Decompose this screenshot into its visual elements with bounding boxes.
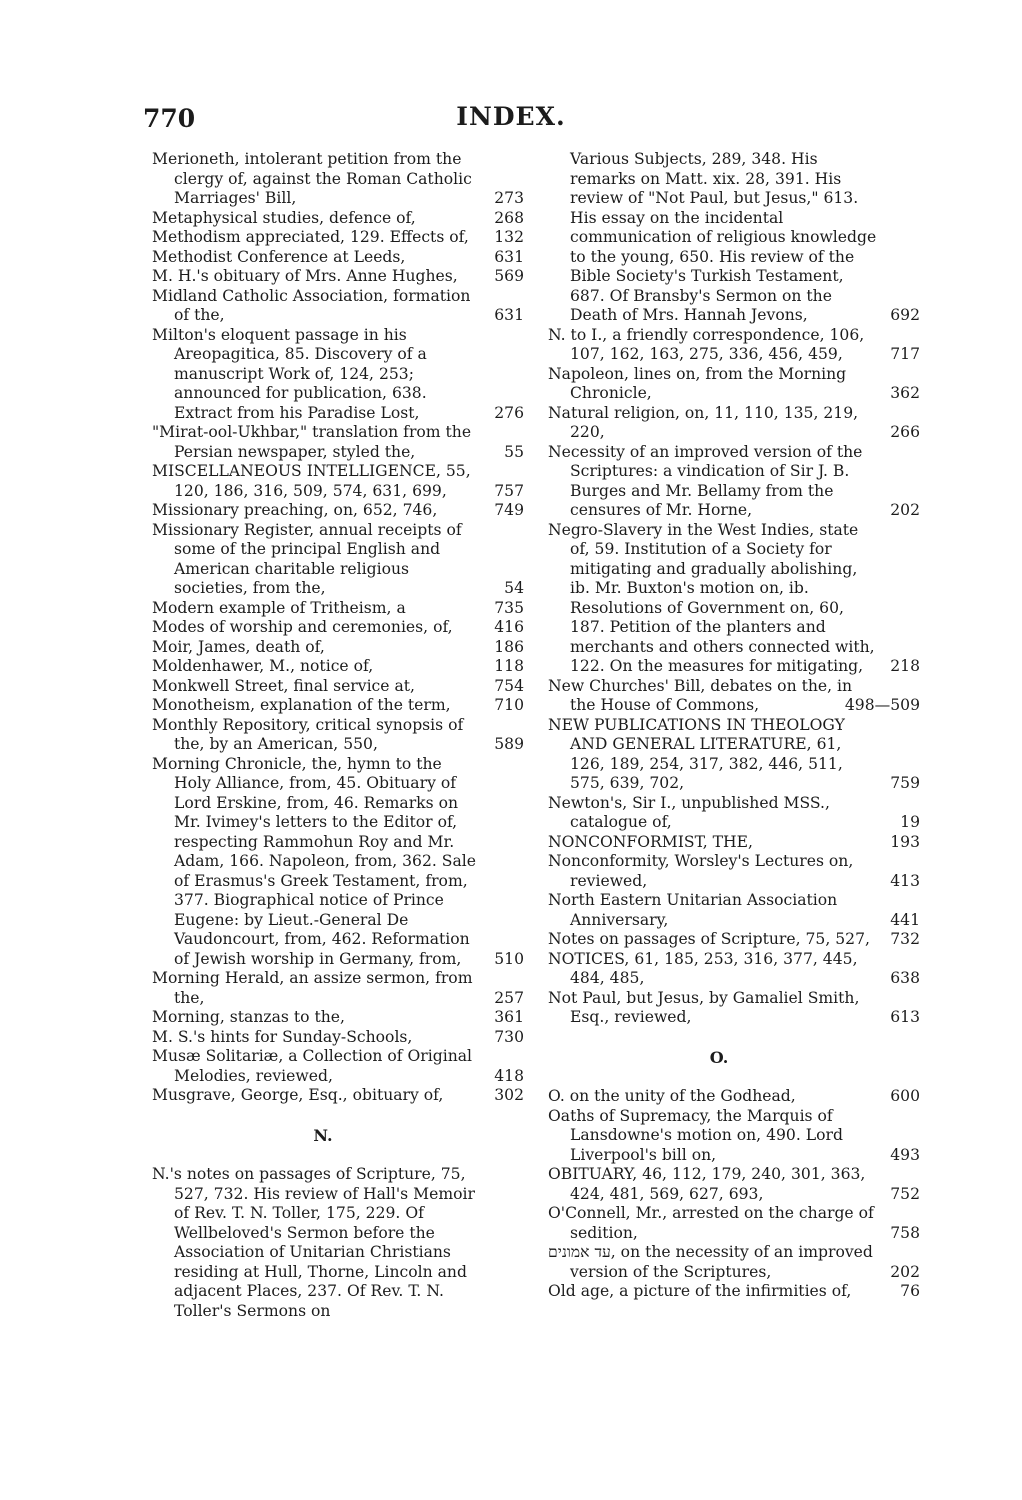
index-entry [152,618,524,638]
index-entry-text: Monthly Repository, critical synopsis of the, by an American, 550, [152,715,464,753]
index-page-ref: 202 [890,1262,920,1281]
index-page-ref: 76 [900,1282,920,1300]
index-entry-text: M. H.'s obituary of Mrs. Anne Hughes, [152,267,458,285]
index-page-ref: 717 [890,345,920,363]
index-entry [152,1047,524,1086]
index-page-ref: 416 [494,618,524,636]
index-page-ref: 600 [890,1087,920,1105]
index-entry [152,287,524,326]
index-entry [152,1008,524,1028]
index-entry [152,326,524,424]
index-entry-text: Modes of worship and ceremonies, of, [152,618,453,636]
index-entry-text: Morning, stanzas to the, [152,1008,345,1026]
index-entry [152,423,524,462]
index-entry [548,989,920,1028]
index-entry-text: Morning Herald, an assize sermon, from the, [152,969,473,1007]
index-entry-text: NONCONFORMIST, THE, [548,832,753,851]
index-entry [548,443,920,521]
index-entry [152,657,524,677]
index-entry [548,1107,920,1166]
index-page-ref: 361 [494,1008,524,1026]
index-entry [152,969,524,1008]
index-page-ref: 193 [890,832,920,851]
index-page-ref: 218 [890,657,920,675]
index-entry [548,326,920,365]
index-entry [152,209,524,229]
index-page-ref: 631 [494,306,524,324]
index-page-ref: 749 [494,501,524,519]
index-entry-text: NEW PUBLICATIONS IN THEOLOGY AND GENERAL LITERATURE, 61, 126, 189, 254, 317, 382, 446, 511, 575, 639, 702, [548,715,845,792]
index-entry [152,150,524,209]
index-page-ref: 752 [890,1184,920,1203]
left-column [152,150,524,1321]
index-page-ref: 413 [890,871,920,890]
index-page-ref: 710 [494,696,524,714]
page-number: 770 [143,104,196,133]
index-page-ref: 273 [494,189,524,207]
index-entry [152,501,524,521]
right-column [548,150,920,1302]
index-page-ref: 118 [494,657,524,675]
index-page-ref: 589 [494,735,524,753]
index-page-ref: 757 [494,481,524,500]
index-entry [152,248,524,268]
index-entry [548,794,920,833]
index-entry-text: Musæ Solitariæ, a Collection of Original Melodies, reviewed, [152,1047,473,1085]
index-page-ref: 55 [504,442,524,461]
index-entry [548,150,920,326]
index-entry-text: Musgrave, George, Esq., obituary of, [152,1086,444,1104]
index-entry-text: NOTICES, 61, 185, 253, 316, 377, 445, 484, 485, [548,949,858,987]
index-entry-text: Metaphysical studies, defence of, [152,208,416,227]
index-entry [152,1165,524,1321]
index-entry-text: O'Connell, Mr., arrested on the charge of sedition, [548,1204,874,1242]
section-heading: O. [709,1047,729,1067]
index-page-ref: 758 [890,1223,920,1242]
index-entry [152,462,524,501]
index-entry-text: Napoleon, lines on, from the Morning Chronicle, [548,364,847,402]
index-page-ref: 759 [890,774,920,792]
index-entry-text: Moldenhawer, M., notice of, [152,657,374,675]
index-entry [152,521,524,599]
index-entry-text: "Mirat-ool-Ukhbar," translation from the Persian newspaper, styled the, [152,423,472,461]
index-entry [548,1204,920,1243]
index-entry [548,1087,920,1107]
index-entry-text: Old age, a picture of the infirmities of, [548,1282,852,1300]
index-entry-text: MISCELLANEOUS INTELLIGENCE, 55, 120, 186, 316, 509, 574, 631, 699, [152,462,471,500]
index-page-ref: 266 [890,423,920,441]
index-page-ref: 418 [494,1066,524,1085]
index-page-ref: 631 [494,247,524,266]
index-page-ref: 498—509 [844,696,920,714]
index-page-ref: 613 [890,1008,920,1026]
index-entry-text: Methodist Conference at Leeds, [152,247,406,266]
index-page-ref: 268 [494,208,524,227]
index-entry [548,1243,920,1282]
index-page-ref: 302 [494,1086,524,1104]
index-page-ref: 132 [494,228,524,246]
index-page-ref: 276 [494,403,524,422]
index-entry-text: Morning Chronicle, the, hymn to the Holy Alliance, from, 45. Obituary of Lord Erskine, from, 46. Remarks on Mr. Ivimey's letters to the Editor of, respecting Rammohun Roy and Mr. Adam, 166. Napoleon, from, 362. Sale of Erasmus's Greek Testament, from, 377. Biographical notice of Prince Eugene: by Lieut.-General De Vaudoncourt, from, 462. Reformation of Jewish worship in Germany, from, [152,754,476,968]
index-entry-text: New Churches' Bill, debates on the, in the House of Commons, [548,676,853,714]
index-entry-text: N. to I., a friendly correspondence, 106, 107, 162, 163, 275, 336, 456, 459, [548,325,865,363]
index-entry-text: Newton's, Sir I., unpublished MSS., catalogue of, [548,793,830,831]
index-page-ref: 186 [494,637,524,656]
index-entry [548,716,920,794]
section-heading: N. [313,1125,333,1145]
index-entry [548,365,920,404]
running-head: INDEX. [456,102,566,131]
index-entry-text: Monotheism, explanation of the term, [152,696,451,714]
index-entry-text: North Eastern Unitarian Association Anniversary, [548,891,838,929]
index-entry-text: Missionary preaching, on, 652, 746, [152,501,438,519]
index-entry-text: Nonconformity, Worsley's Lectures on, reviewed, [548,852,854,890]
index-entry-text: Monkwell Street, final service at, [152,676,415,695]
index-entry-text: Midland Catholic Association, formation of the, [152,286,471,324]
index-entry-text: Oaths of Supremacy, the Marquis of Lansdowne's motion on, 490. Lord Liverpool's bill on, [548,1106,843,1164]
index-entry [548,891,920,930]
index-entry-text: OBITUARY, 46, 112, 179, 240, 301, 363, 424, 481, 569, 627, 693, [548,1165,866,1203]
index-entry [548,950,920,989]
index-page-ref: 692 [890,306,920,324]
index-entry [152,696,524,716]
index-entry [152,638,524,658]
index-entry-text: עד אמונים, on the necessity of an improved version of the Scriptures, [548,1243,873,1281]
index-page-ref: 19 [900,813,920,831]
index-entry-text: Negro-Slavery in the West Indies, state of, 59. Institution of a Society for mitigating and gradually abolishing, ib. Mr. Buxton's motion on, ib. Resolutions of Government on, 60, 187. Petition of the planters and merchants and others connected with, 122. On the measures for mitigating, [548,520,875,675]
index-entry [152,1028,524,1048]
index-entry-text: Milton's eloquent passage in his Areopagitica, 85. Discovery of a manuscript Work of, 124, 253; announced for publication, 638. Extract from his Paradise Lost, [152,325,427,422]
index-page-ref: 362 [890,384,920,402]
index-entry [548,930,920,950]
index-page-ref: 730 [494,1027,524,1046]
index-page-ref: 510 [494,949,524,968]
index-page-ref: 569 [494,267,524,285]
index-entry [548,404,920,443]
index-entry-text: Various Subjects, 289, 348. His remarks on Matt. xix. 28, 391. His review of "Not Paul, but Jesus," 613. His essay on the incidental communication of religious knowledge to the young, 650. His review of the Bible Society's Turkish Testament, 687. Of Bransby's Sermon on the Death of Mrs. Hannah Jevons, [570,150,877,324]
index-page-ref: 441 [890,910,920,929]
index-entry [152,1086,524,1106]
index-entry-text: Notes on passages of Scripture, 75, 527, [548,930,870,948]
index-page-ref: 493 [890,1145,920,1164]
index-entry-text: Methodism appreciated, 129. Effects of, [152,228,469,246]
index-entry-text: Moir, James, death of, [152,637,325,656]
index-page-ref: 54 [504,579,524,597]
index-entry [152,755,524,970]
index-entry-text: Missionary Register, annual receipts of some of the principal English and American charitable religious societies, from the, [152,520,462,597]
index-entry-text: Not Paul, but Jesus, by Gamaliel Smith, Esq., reviewed, [548,988,860,1026]
index-entry-text: N.'s notes on passages of Scripture, 75, 527, 732. His review of Hall's Memoir of Rev. T. N. Toller, 175, 229. Of Wellbeloved's Sermon before the Association of Unitarian Christians residing at Hull, Thorne, Lincoln and adjacent Places, 237. Of Rev. T. N. Toller's Sermons on [152,1165,475,1320]
index-entry [548,833,920,853]
index-entry [152,599,524,619]
index-entry [152,716,524,755]
index-page-ref: 257 [494,988,524,1007]
index-entry-text: M. S.'s hints for Sunday-Schools, [152,1027,413,1046]
index-page-ref: 202 [890,501,920,519]
index-entry [548,677,920,716]
index-page-ref: 732 [890,930,920,948]
index-entry [152,228,524,248]
index-entry-text: Merioneth, intolerant petition from the clergy of, against the Roman Catholic Marriages' Bill, [152,150,472,207]
index-entry-text: O. on the unity of the Godhead, [548,1087,796,1105]
index-page-ref: 735 [494,598,524,617]
index-entry [548,521,920,677]
index-page-ref: 638 [890,969,920,987]
index-entry [152,677,524,697]
index-entry [548,1282,920,1302]
index-entry-text: Natural religion, on, 11, 110, 135, 219, 220, [548,403,859,441]
index-entry-text: Necessity of an improved version of the Scriptures: a vindication of Sir J. B. Burges and Mr. Bellamy from the censures of Mr. Horne, [548,442,863,519]
index-page-ref: 754 [494,676,524,695]
index-entry [548,1165,920,1204]
index-entry-text: Modern example of Tritheism, a [152,598,406,617]
index-entry [152,267,524,287]
index-entry [548,852,920,891]
